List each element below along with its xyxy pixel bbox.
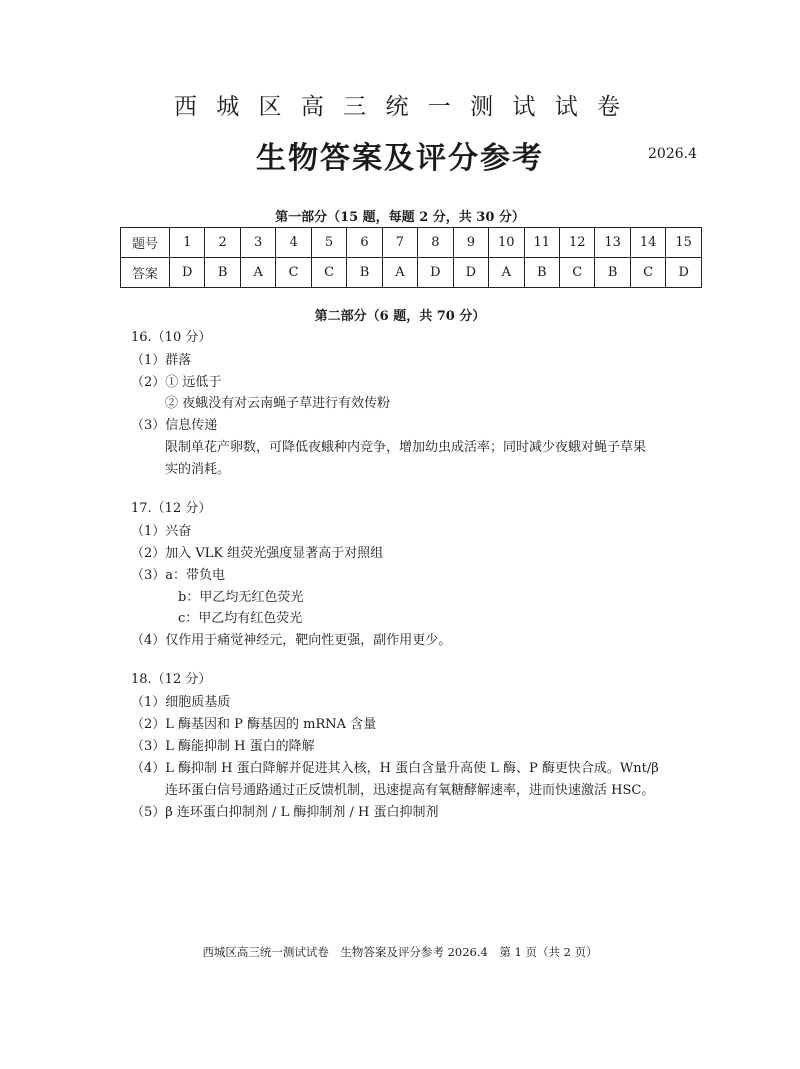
answer-cell: A (489, 258, 524, 288)
answer-cell: B (347, 258, 382, 288)
q18-answer-5: （5）β 连环蛋白抑制剂 / L 酶抑制剂 / H 蛋白抑制剂 (131, 805, 439, 820)
question-number: 6 (347, 228, 382, 258)
row-label-answer: 答案 (121, 258, 170, 288)
q17-title: 17.（12 分） (131, 501, 212, 516)
answer-cell: D (666, 258, 702, 288)
question-number: 10 (489, 228, 524, 258)
q17-answer-3b: b：甲乙均无红色荧光 (178, 590, 304, 605)
q16-answer-3-detail-cont: 实的消耗。 (165, 462, 231, 477)
q18-answer-3: （3）L 酶能抑制 H 蛋白的降解 (131, 739, 315, 754)
question-number: 4 (276, 228, 311, 258)
question-number: 8 (418, 228, 453, 258)
answer-cell: C (630, 258, 665, 288)
question-number: 12 (559, 228, 594, 258)
q16-answer-1: （1）群落 (131, 353, 192, 368)
answer-table (120, 227, 702, 288)
q18-answer-4: （4）L 酶抑制 H 蛋白降解并促进其入核，H 蛋白含量升高使 L 酶、P 酶更快合成。Wnt/β (131, 761, 659, 776)
question-number: 11 (524, 228, 559, 258)
answer-cell: A (240, 258, 275, 288)
q17-answer-3c: c：甲乙均有红色荧光 (178, 611, 303, 626)
page-footer: 西城区高三统一测试试卷 生物答案及评分参考 2026.4 第 1 页（共 2 页） (202, 945, 598, 959)
question-number: 3 (240, 228, 275, 258)
document-subtitle: 生物答案及评分参考 (256, 141, 544, 176)
q17-answer-4: （4）仅作用于痛觉神经元，靶向性更强，副作用更少。 (131, 633, 452, 648)
q17-answer-2: （2）加入 VLK 组荧光强度显著高于对照组 (131, 546, 384, 561)
q16-answer-2b: ② 夜蛾没有对云南蝇子草进行有效传粉 (165, 396, 391, 411)
answer-cell: C (276, 258, 311, 288)
question-number: 15 (666, 228, 702, 258)
q17-answer-1: （1）兴奋 (131, 524, 192, 539)
answer-cell: C (311, 258, 346, 288)
table-row (121, 258, 702, 288)
q18-title: 18.（12 分） (131, 672, 212, 687)
question-number: 9 (453, 228, 488, 258)
answer-cell: B (524, 258, 559, 288)
answer-cell: D (170, 258, 205, 288)
part1-title: 第一部分（15 题，每题 2 分，共 30 分） (275, 210, 525, 225)
question-number: 7 (382, 228, 417, 258)
exam-title: 西 城 区 高 三 统 一 测 试 试 卷 (173, 94, 627, 120)
q16-answer-3: （3）信息传递 (131, 418, 218, 433)
answer-cell: C (559, 258, 594, 288)
table-row (121, 228, 702, 258)
q18-answer-1: （1）细胞质基质 (131, 695, 231, 710)
question-number: 5 (311, 228, 346, 258)
part2-title: 第二部分（6 题，共 70 分） (314, 309, 486, 324)
q17-answer-3a: （3）a：带负电 (131, 568, 226, 583)
question-number: 1 (170, 228, 205, 258)
question-number: 13 (595, 228, 630, 258)
q16-answer-3-detail: 限制单花产卵数，可降低夜蛾种内竞争，增加幼虫成活率；同时减少夜蛾对蝇子草果 (165, 440, 647, 455)
exam-date: 2026.4 (648, 146, 697, 162)
question-number: 14 (630, 228, 665, 258)
question-number: 2 (205, 228, 240, 258)
q16-title: 16.（10 分） (131, 330, 212, 345)
answer-cell: B (595, 258, 630, 288)
answer-cell: B (205, 258, 240, 288)
q18-answer-2: （2）L 酶基因和 P 酶基因的 mRNA 含量 (131, 717, 377, 732)
answer-cell: D (418, 258, 453, 288)
q16-answer-2: （2）① 远低于 (131, 375, 222, 390)
answer-cell: A (382, 258, 417, 288)
answer-cell: D (453, 258, 488, 288)
row-label-number: 题号 (121, 228, 170, 258)
q18-answer-4-cont: 连环蛋白信号通路通过正反馈机制，迅速提高有氧糖酵解速率，进而快速激活 HSC。 (165, 783, 655, 798)
